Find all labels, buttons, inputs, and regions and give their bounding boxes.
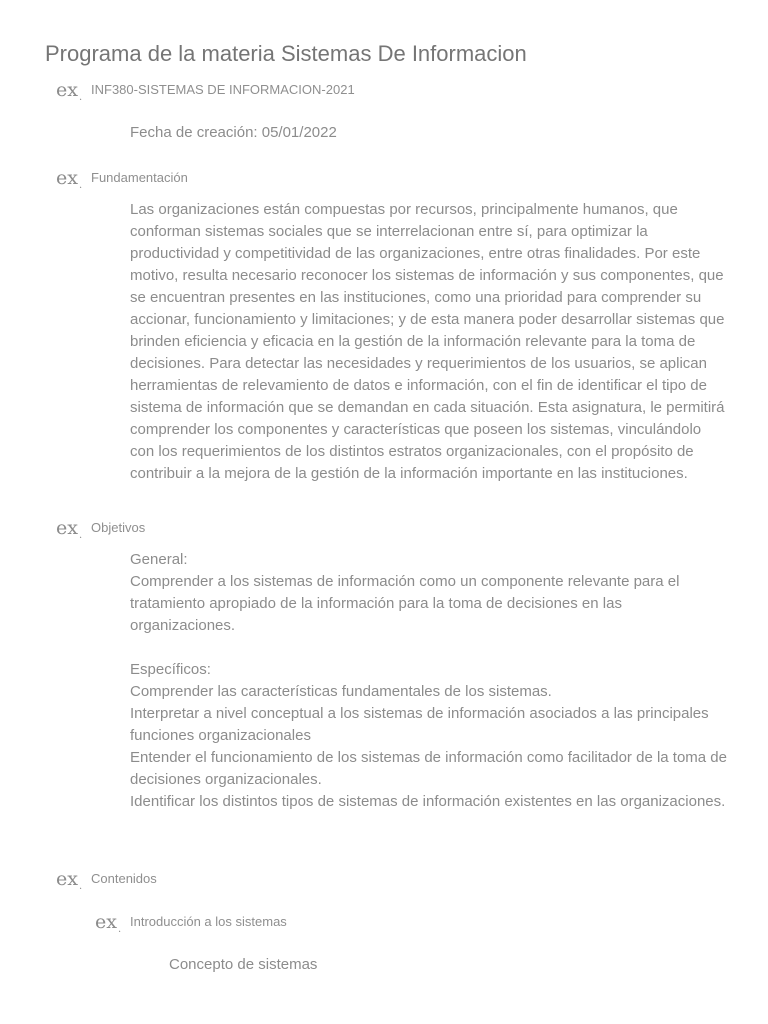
- expand-icon-glyph: ex: [56, 868, 78, 890]
- expand-icon[interactable]: $ex_.$: [95, 911, 122, 935]
- contenidos-heading: Contenidos: [91, 871, 157, 886]
- expand-icon[interactable]: $ex_.$: [56, 167, 83, 191]
- fundamentacion-heading: Fundamentación: [91, 170, 188, 185]
- fundamentacion-text: Las organizaciones están compuestas por recursos, principalmente humanos, que conforman sistemas sociales que se interrelacionan entre sí, para optimizar la productividad y competitividad de las organizaciones, entre otras finalidades. Por este motivo, resulta necesario reconocer los sistemas de información y sus componentes, que se encuentran presentes en las instituciones, como una prioridad para comprender su accionar, funcionamiento y limitaciones; y de esta manera poder desarrollar sistemas que brinden eficiencia y eficacia en la gestión de la información relevante para la toma de decisiones. Para detectar las necesidades y requerimientos de los usuarios, se aplican herramientas de relevamiento de datos e información, con el fin de identificar el tipo de sistema de información que se demandan en cada situación. Esta asignatura, le permitirá comprender los componentes y características que poseen los sistemas, vinculándolo con los requerimientos de los distintos estratos organizacionales, con el propósito de contribuir a la mejora de la gestión de la información importante en las instituciones.: [130, 201, 725, 482]
- objetivo-item: Comprender las características fundamentales de los sistemas.: [130, 683, 552, 700]
- objetivo-item: Entender el funcionamiento de los sistemas de información como facilitador de la toma de decisiones organizacionales.: [130, 749, 727, 788]
- expand-icon[interactable]: $ex_.$: [56, 79, 83, 103]
- objetivo-item: Interpretar a nivel conceptual a los sistemas de información asociados a las principales funciones organizacionales: [130, 705, 709, 744]
- expand-icon[interactable]: $ex_.$: [56, 868, 83, 892]
- spacer: [130, 637, 730, 659]
- course-code-heading: INF380-SISTEMAS DE INFORMACION-2021: [91, 82, 355, 97]
- subsection-text: Concepto de sistemas: [169, 956, 318, 973]
- objetivos-specific-label: Específicos:: [130, 661, 211, 678]
- objetivos-heading: Objetivos: [91, 520, 146, 535]
- expand-icon-glyph: ex: [56, 517, 78, 539]
- subsection-heading: Introducción a los sistemas: [130, 914, 287, 929]
- objetivos-general-text: Comprender a los sistemas de información como un componente relevante para el tratamiento apropiado de la información para la toma de decisiones en las organizaciones.: [130, 573, 680, 634]
- objetivo-item: Identificar los distintos tipos de sistemas de información existentes en las organizaciones.: [130, 793, 726, 810]
- expand-icon-glyph: ex: [56, 79, 78, 101]
- expand-icon-glyph: ex: [56, 167, 78, 189]
- objetivos-general-label: General:: [130, 551, 188, 568]
- creation-date: Fecha de creación: 05/01/2022: [130, 124, 337, 141]
- expand-icon[interactable]: $ex_.$: [56, 517, 83, 541]
- objetivos-body: [130, 549, 730, 813]
- page-title: Programa de la materia Sistemas De Informacion: [45, 41, 527, 66]
- expand-icon-glyph: ex: [95, 911, 117, 933]
